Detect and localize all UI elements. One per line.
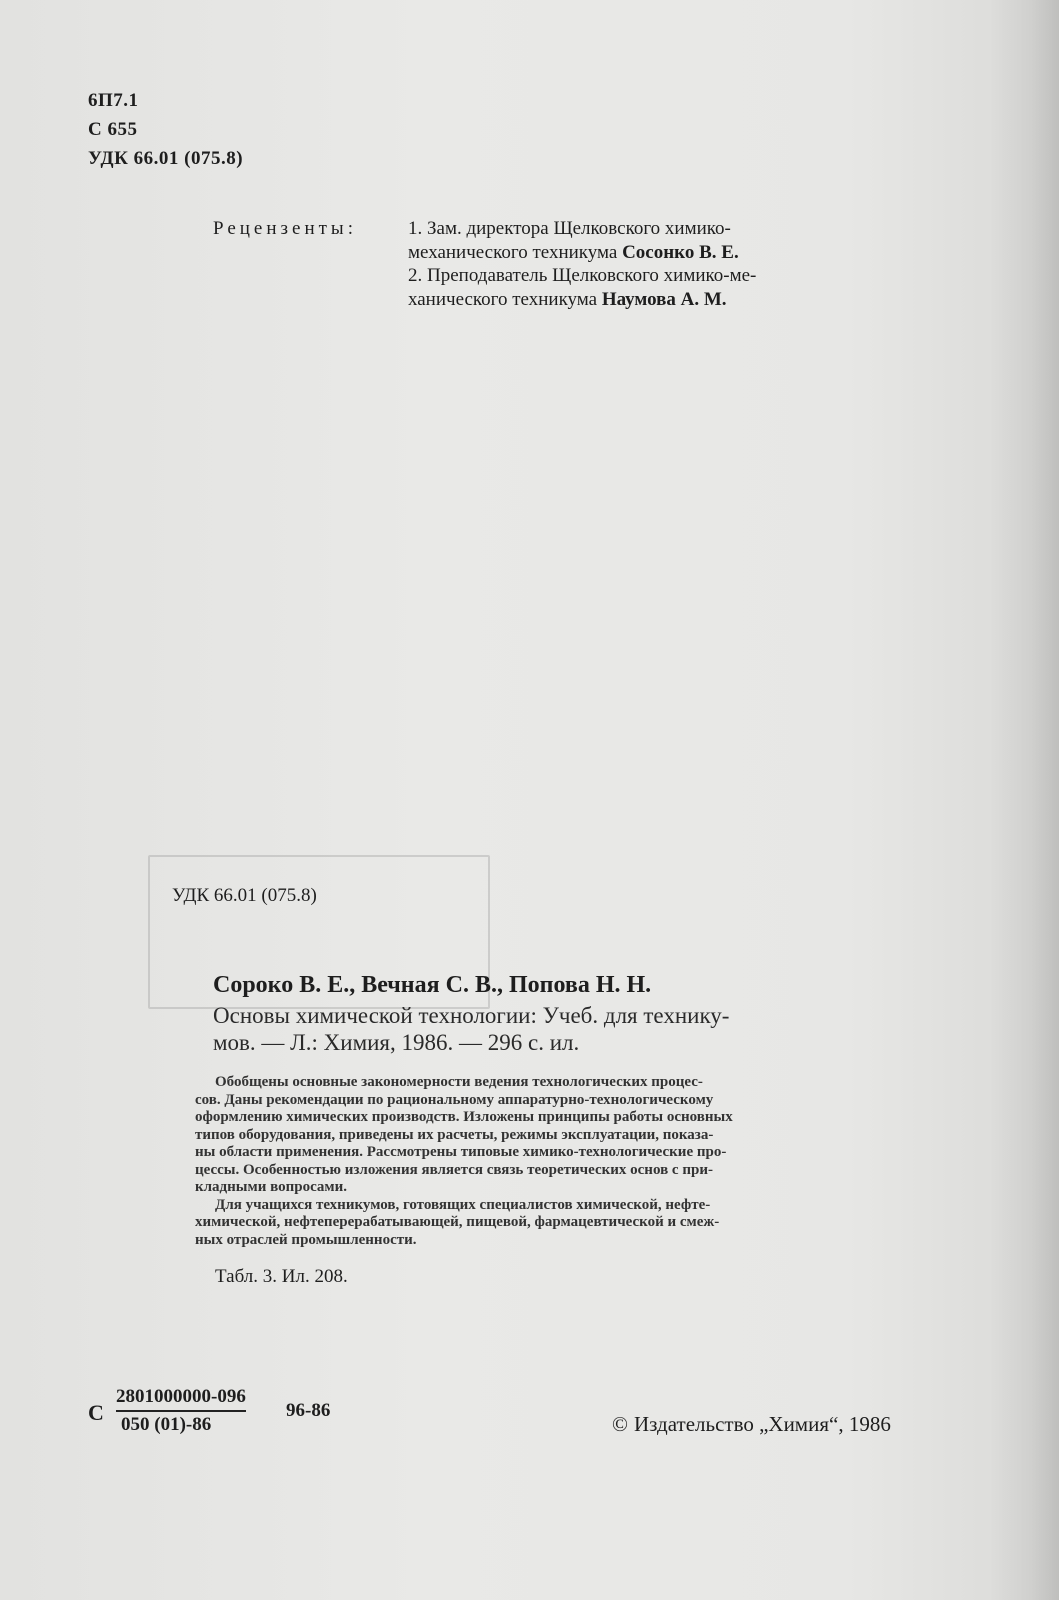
tables-illustrations-count: Табл. 3. Ил. 208.: [215, 1266, 348, 1287]
udk-index: УДК 66.01 (075.8): [88, 148, 244, 169]
abstract-line: кладными вопросами.: [195, 1179, 348, 1195]
reviewer-1-name: Сосонко В. Е.: [622, 241, 739, 263]
page-edge-shadow: [989, 0, 1059, 1600]
reviewer-line-1: 1. Зам. директора Щелковского химико-: [408, 218, 731, 239]
abstract-line: химической, нефтеперерабатывающей, пищевой, фармацевтической и смеж-: [195, 1214, 720, 1230]
copyright-line: [612, 1412, 891, 1437]
copyright-text: Издательство „Химия“, 1986: [633, 1412, 891, 1436]
reviewer-line-2: [408, 241, 756, 265]
reviewers-label: Рецензенты:: [213, 218, 357, 239]
abstract-line: ных отраслей промышленности.: [195, 1231, 417, 1248]
imprint-prefix: С: [88, 1400, 104, 1425]
author-mark: С 655: [88, 119, 138, 140]
abstract-line: типов оборудования, приведены их расчеты, режимы эксплуатации, показа-: [195, 1126, 714, 1143]
abstract-line: цессы. Особенностью изложения является связь теоретических основ с при-: [195, 1161, 713, 1178]
card-title-line: мов. — Л.: Химия, 1986. — 296 с. ил.: [213, 1030, 580, 1055]
abstract-line: оформлению химических производств. Изложены принципы работы основных: [195, 1109, 733, 1125]
reviewer-line-3: 2. Преподаватель Щелковского химико-ме-: [408, 265, 757, 286]
catalog-block: [88, 86, 243, 173]
imprint-suffix: 96-86: [286, 1400, 331, 1421]
abstract-block: [195, 1074, 733, 1249]
reviewer-1-affiliation: механического техникума: [408, 241, 623, 263]
abstract-line: ны области применения. Рассмотрены типовые химико-технологические про-: [195, 1144, 727, 1160]
card-udk: УДК 66.01 (075.8): [172, 885, 317, 906]
imprint-denominator: 050 (01)-86: [121, 1414, 212, 1435]
card-authors: Сороко В. Е., Вечная С. В., Попова Н. Н.: [213, 972, 652, 998]
abstract-line: сов. Даны рекомендации по рациональному аппаратурно-технологическому: [195, 1091, 714, 1108]
reviewers-list: [408, 217, 756, 311]
card-title: [213, 1002, 729, 1056]
reviewer-line-4: [408, 288, 756, 312]
bbk-index: 6П7.1: [88, 90, 139, 111]
card-title-line: Основы химической технологии: Учеб. для технику-: [213, 1003, 730, 1028]
abstract-line: Обобщены основные закономерности ведения технологических процес-: [215, 1074, 703, 1090]
reviewer-2-name: Наумова А. М.: [601, 288, 727, 310]
reviewer-2-affiliation: ханического техникума: [408, 288, 602, 310]
abstract-line: Для учащихся техникумов, готовящих специалистов химической, нефте-: [215, 1196, 711, 1213]
imprint-numerator: 2801000000-096: [116, 1386, 246, 1412]
copyright-icon: ©: [612, 1412, 628, 1436]
imprint-fraction: [116, 1386, 246, 1436]
